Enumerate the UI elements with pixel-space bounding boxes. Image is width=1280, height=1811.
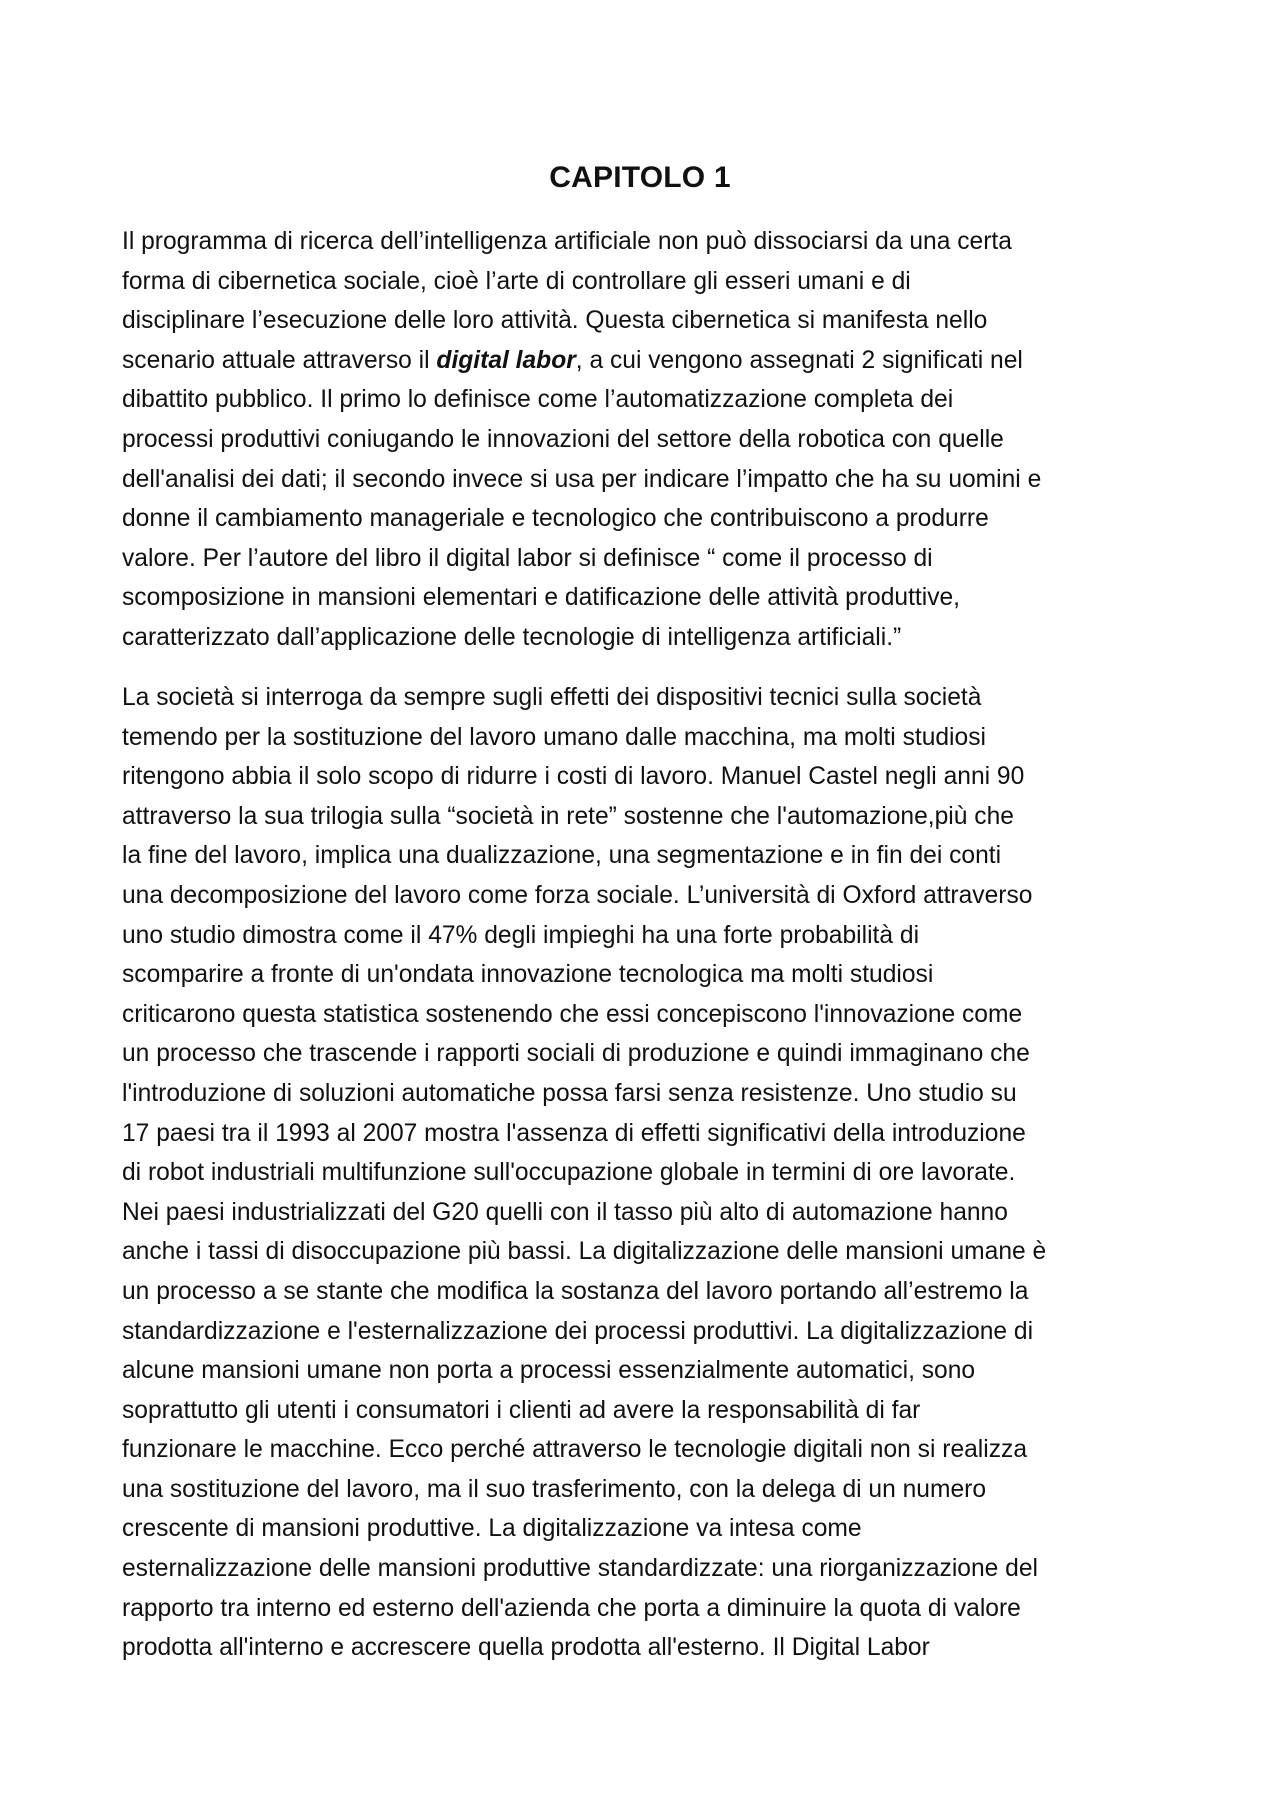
emphasized-term: digital labor <box>436 346 576 374</box>
text-line: scomparire a fronte di un'ondata innovazione tecnologica ma molti studiosi <box>122 961 934 989</box>
text-segment: , a cui vengono assegnati 2 significati nel <box>575 346 1023 374</box>
text-line: di robot industriali multifunzione sull'occupazione globale in termini di ore lavorate. <box>122 1159 1016 1187</box>
text-line: dibattito pubblico. Il primo lo definisce come l’automatizzazione completa dei <box>122 386 954 414</box>
text-line: soprattutto gli utenti i consumatori i clienti ad avere la responsabilità di far <box>122 1396 921 1424</box>
paragraph-1 <box>122 222 1172 658</box>
text-line: dell'analisi dei dati; il secondo invece si usa per indicare l’impatto che ha su uomini e <box>122 465 1042 493</box>
text-line: rapporto tra interno ed esterno dell'azienda che porta a diminuire la quota di valore <box>122 1594 1021 1622</box>
text-line: esternalizzazione delle mansioni produttive standardizzate: una riorganizzazione del <box>122 1555 1038 1583</box>
text-line: caratterizzato dall’applicazione delle tecnologie di intelligenza artificiali.” <box>122 623 902 651</box>
text-line: 17 paesi tra il 1993 al 2007 mostra l'assenza di effetti significativi della introduzione <box>122 1119 1026 1147</box>
chapter-title: CAPITOLO 1 <box>549 161 731 194</box>
text-line: standardizzazione e l'esternalizzazione dei processi produttivi. La digitalizzazione di <box>122 1317 1034 1345</box>
text-line: disciplinare l’esecuzione delle loro attività. Questa cibernetica si manifesta nello <box>122 307 988 335</box>
text-line: temendo per la sostituzione del lavoro umano dalle macchina, ma molti studiosi <box>122 723 986 751</box>
text-line: una sostituzione del lavoro, ma il suo trasferimento, con la delega di un numero <box>122 1475 986 1503</box>
text-line: forma di cibernetica sociale, cioè l’arte di controllare gli esseri umani e di <box>122 267 911 295</box>
paragraph-2 <box>122 678 1172 1668</box>
text-line: donne il cambiamento manageriale e tecnologico che contribuiscono a produrre <box>122 505 989 533</box>
text-line: la fine del lavoro, implica una dualizzazione, una segmentazione e in fin dei conti <box>122 842 1002 870</box>
text-line: prodotta all'interno e accrescere quella prodotta all'esterno. Il Digital Labor <box>122 1634 930 1662</box>
text-line: scomposizione in mansioni elementari e datificazione delle attività produttive, <box>122 584 961 612</box>
text-line-with-emphasis <box>122 341 1172 381</box>
text-line: uno studio dimostra come il 47% degli impieghi ha una forte probabilità di <box>122 921 920 949</box>
text-line: processi produttivi coniugando le innovazioni del settore della robotica con quelle <box>122 425 1004 453</box>
text-line: un processo che trascende i rapporti sociali di produzione e quindi immaginano che <box>122 1040 1030 1068</box>
text-line: una decomposizione del lavoro come forza sociale. L’università di Oxford attraverso <box>122 881 1033 909</box>
text-line: valore. Per l’autore del libro il digital labor si definisce “ come il processo di <box>122 544 933 572</box>
text-line: alcune mansioni umane non porta a processi essenzialmente automatici, sono <box>122 1357 976 1385</box>
text-line: Nei paesi industrializzati del G20 quelli con il tasso più alto di automazione hanno <box>122 1198 1008 1226</box>
text-line: ritengono abbia il solo scopo di ridurre i costi di lavoro. Manuel Castel negli anni 90 <box>122 763 1025 791</box>
text-line: attraverso la sua trilogia sulla “società in rete” sostenne che l'automazione,più che <box>122 802 1014 830</box>
text-line: un processo a se stante che modifica la sostanza del lavoro portando all’estremo la <box>122 1277 1029 1305</box>
text-line: funzionare le macchine. Ecco perché attraverso le tecnologie digitali non si realizza <box>122 1436 1027 1464</box>
text-line: anche i tassi di disoccupazione più bassi. La digitalizzazione delle mansioni umane è <box>122 1238 1047 1266</box>
text-segment: scenario attuale attraverso il <box>122 346 437 374</box>
text-line: l'introduzione di soluzioni automatiche possa farsi senza resistenze. Uno studio su <box>122 1079 1017 1107</box>
text-line: Il programma di ricerca dell’intelligenza artificiale non può dissociarsi da una certa <box>122 228 1012 255</box>
text-line: crescente di mansioni produttive. La digitalizzazione va intesa come <box>122 1515 862 1543</box>
text-line: criticarono questa statistica sostenendo che essi concepiscono l'innovazione come <box>122 1000 1023 1028</box>
text-line: La società si interroga da sempre sugli effetti dei dispositivi tecnici sulla società <box>122 684 982 711</box>
